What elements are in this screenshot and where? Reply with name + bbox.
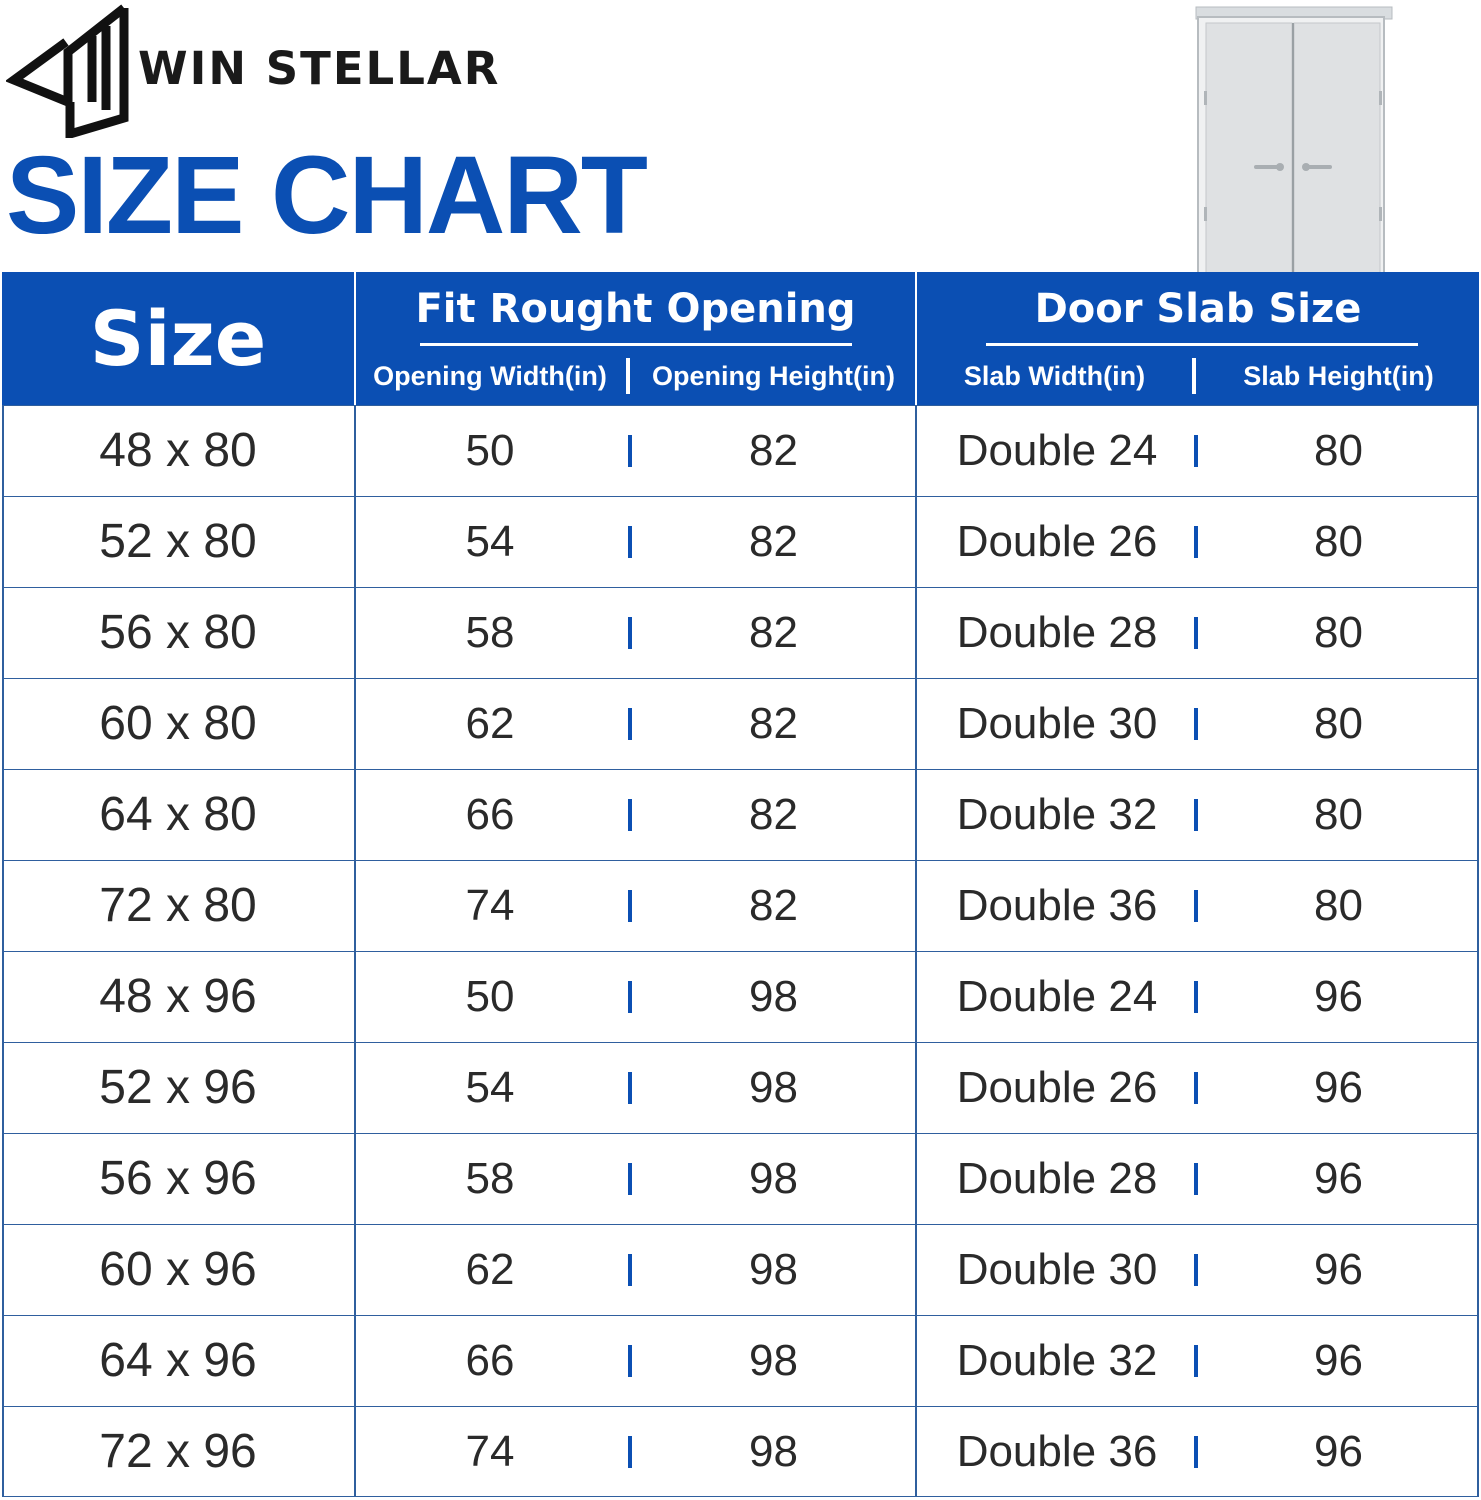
cell-opening-height: 82	[749, 699, 798, 748]
cell-slab-width: Double 30	[956, 699, 1158, 748]
header-size: Size	[89, 294, 267, 383]
table-row	[2, 1133, 1479, 1224]
column-rule	[2, 405, 4, 1497]
cell-opening-height: 98	[749, 1427, 798, 1476]
cell-size: 72 x 96	[99, 1425, 257, 1478]
cell-slab-width: Double 36	[956, 881, 1158, 930]
table-row	[2, 860, 1479, 951]
header-group-underline	[420, 343, 852, 346]
cell-size: 60 x 80	[99, 697, 257, 750]
cell-opening-width: 62	[465, 699, 515, 748]
cell-divider	[628, 1163, 632, 1195]
header-slab-height: Slab Height(in)	[1243, 361, 1434, 391]
cell-divider	[628, 435, 632, 467]
header-sub-divider	[626, 358, 630, 394]
cell-opening-width: 58	[465, 608, 515, 657]
cell-opening-height: 98	[749, 1336, 798, 1385]
table-row	[2, 1315, 1479, 1406]
cell-opening-width: 62	[465, 1245, 515, 1294]
cell-size: 56 x 80	[99, 606, 257, 659]
cell-divider	[628, 617, 632, 649]
header-sub-divider	[1192, 358, 1196, 394]
cell-slab-width: Double 32	[956, 790, 1158, 839]
cell-opening-width: 74	[465, 1427, 515, 1476]
cell-slab-height: 96	[1314, 972, 1363, 1021]
cell-slab-height: 80	[1314, 608, 1363, 657]
cell-slab-height: 96	[1314, 1427, 1363, 1476]
cell-slab-height: 96	[1314, 1336, 1363, 1385]
cell-slab-width: Double 26	[956, 1063, 1158, 1112]
cell-slab-width: Double 36	[956, 1427, 1158, 1476]
header-opening-height: Opening Height(in)	[652, 361, 895, 391]
column-rule	[354, 405, 356, 1497]
cell-size: 56 x 96	[99, 1152, 257, 1205]
header-group-underline	[986, 343, 1418, 346]
cell-opening-width: 66	[465, 1336, 515, 1385]
header-group-rough-opening: Fit Rought Opening	[415, 286, 856, 332]
cell-size: 72 x 80	[99, 879, 257, 932]
cell-opening-height: 98	[749, 1154, 798, 1203]
cell-slab-width: Double 32	[956, 1336, 1158, 1385]
page-title: SIZE CHART	[6, 134, 646, 257]
win-stellar-logo-icon	[6, 2, 136, 138]
cell-opening-height: 98	[749, 972, 798, 1021]
cell-slab-width: Double 28	[956, 608, 1158, 657]
cell-divider	[1194, 526, 1198, 558]
cell-divider	[1194, 1345, 1198, 1377]
cell-slab-height: 96	[1314, 1063, 1363, 1112]
cell-slab-height: 80	[1314, 790, 1363, 839]
cell-divider	[628, 981, 632, 1013]
cell-divider	[1194, 1072, 1198, 1104]
cell-divider	[1194, 890, 1198, 922]
cell-divider	[628, 799, 632, 831]
cell-size: 52 x 80	[99, 515, 257, 568]
cell-divider	[1194, 708, 1198, 740]
cell-slab-width: Double 26	[956, 517, 1158, 566]
cell-opening-height: 98	[749, 1245, 798, 1294]
table-row	[2, 1042, 1479, 1133]
cell-opening-height: 82	[749, 426, 798, 475]
cell-opening-width: 58	[465, 1154, 515, 1203]
cell-divider	[628, 708, 632, 740]
cell-divider	[628, 526, 632, 558]
cell-slab-height: 80	[1314, 426, 1363, 475]
cell-opening-width: 50	[465, 426, 515, 475]
cell-slab-width: Double 24	[956, 426, 1158, 475]
cell-slab-width: Double 24	[956, 972, 1158, 1021]
cell-opening-height: 82	[749, 790, 798, 839]
header-opening-width: Opening Width(in)	[373, 361, 607, 391]
cell-opening-width: 50	[465, 972, 515, 1021]
cell-divider	[1194, 435, 1198, 467]
cell-divider	[628, 1254, 632, 1286]
header-slab-width: Slab Width(in)	[963, 361, 1146, 391]
cell-slab-height: 96	[1314, 1245, 1363, 1294]
table-header	[2, 272, 1479, 405]
cell-opening-width: 54	[465, 517, 515, 566]
cell-divider	[1194, 799, 1198, 831]
cell-opening-height: 82	[749, 608, 798, 657]
double-door-icon	[1192, 3, 1400, 273]
cell-size: 64 x 80	[99, 788, 257, 841]
cell-size: 64 x 96	[99, 1334, 257, 1387]
cell-divider	[628, 1072, 632, 1104]
table-row	[2, 678, 1479, 769]
cell-divider	[1194, 1163, 1198, 1195]
cell-divider	[1194, 1254, 1198, 1286]
cell-opening-height: 82	[749, 517, 798, 566]
cell-size: 48 x 80	[99, 424, 257, 477]
cell-size: 52 x 96	[99, 1061, 257, 1114]
cell-slab-height: 96	[1314, 1154, 1363, 1203]
size-chart-table	[2, 272, 1479, 1498]
brand-name: WIN STELLAR	[138, 42, 501, 95]
table-row	[2, 587, 1479, 678]
table-row	[2, 1406, 1479, 1497]
header-group-slab-size: Door Slab Size	[1034, 286, 1362, 332]
cell-size: 48 x 96	[99, 970, 257, 1023]
cell-slab-height: 80	[1314, 517, 1363, 566]
table-row	[2, 951, 1479, 1042]
table-row	[2, 769, 1479, 860]
cell-slab-width: Double 30	[956, 1245, 1158, 1294]
cell-slab-width: Double 28	[956, 1154, 1158, 1203]
cell-opening-width: 74	[465, 881, 515, 930]
cell-divider	[628, 890, 632, 922]
cell-opening-width: 66	[465, 790, 515, 839]
table-row	[2, 1224, 1479, 1315]
cell-divider	[628, 1436, 632, 1468]
cell-slab-height: 80	[1314, 699, 1363, 748]
column-rule	[915, 405, 917, 1497]
cell-opening-width: 54	[465, 1063, 515, 1112]
cell-divider	[1194, 617, 1198, 649]
cell-size: 60 x 96	[99, 1243, 257, 1296]
table-row	[2, 405, 1479, 496]
cell-opening-height: 98	[749, 1063, 798, 1112]
cell-slab-height: 80	[1314, 881, 1363, 930]
cell-opening-height: 82	[749, 881, 798, 930]
cell-divider	[1194, 981, 1198, 1013]
cell-divider	[1194, 1436, 1198, 1468]
cell-divider	[628, 1345, 632, 1377]
table-row	[2, 496, 1479, 587]
column-rule	[1477, 405, 1479, 1497]
